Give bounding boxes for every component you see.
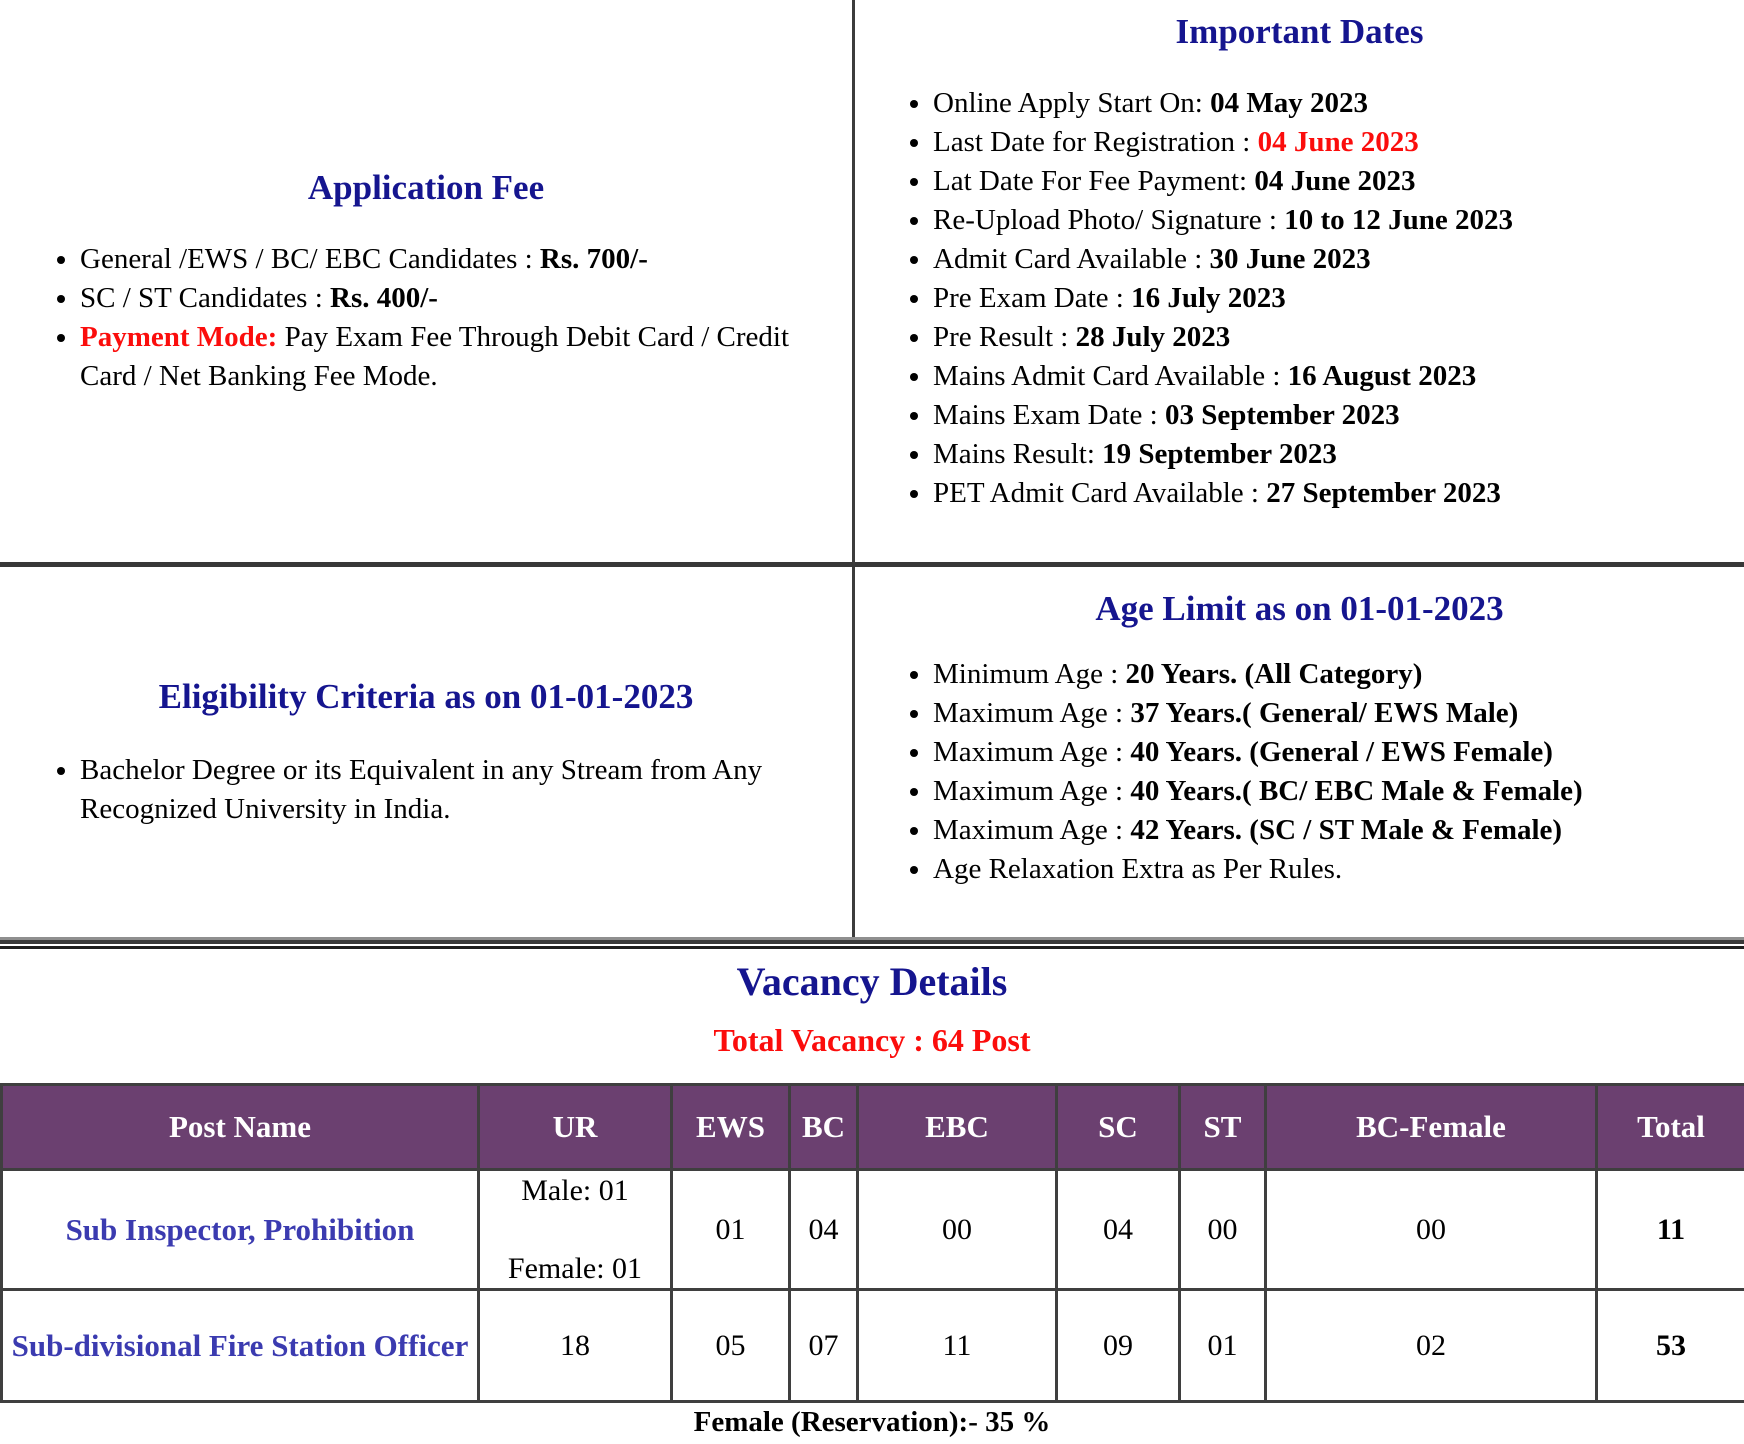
ebc-cell: 00 <box>858 1170 1057 1290</box>
age-value: 37 Years.( General/ EWS Male) <box>1130 697 1519 729</box>
ebc-cell: 11 <box>858 1290 1057 1402</box>
application-fee-list <box>0 240 852 396</box>
list-item <box>933 240 1744 279</box>
ews-cell: 05 <box>672 1290 790 1402</box>
date-value: 03 September 2023 <box>1164 399 1400 431</box>
list-item <box>933 733 1744 772</box>
date-value: 30 June 2023 <box>1209 243 1371 275</box>
vacancy-table <box>0 1083 1744 1403</box>
date-label: Mains Result: <box>933 438 1103 470</box>
female-reservation-note: Female (Reservation):- 35 % <box>693 1406 1051 1438</box>
list-item <box>80 318 852 396</box>
age-label: Maximum Age : <box>933 814 1131 846</box>
important-dates-title: Important Dates <box>1175 12 1424 51</box>
table-row <box>2 1170 1744 1290</box>
age-label: Maximum Age : <box>933 775 1131 807</box>
age-label: Minimum Age : <box>933 658 1126 690</box>
date-value: 10 to 12 June 2023 <box>1284 204 1513 236</box>
list-item <box>933 850 1744 889</box>
section-divider <box>0 937 1744 949</box>
header-total: Total <box>1597 1085 1744 1170</box>
age-value: 42 Years. (SC / ST Male & Female) <box>1130 814 1563 846</box>
st-cell: 01 <box>1180 1290 1266 1402</box>
date-value: 04 June 2023 <box>1254 165 1416 197</box>
date-value: 04 June 2023 <box>1257 126 1419 158</box>
date-label: Lat Date For Fee Payment: <box>933 165 1255 197</box>
age-value: 20 Years. (All Category) <box>1125 658 1423 690</box>
date-value: 28 July 2023 <box>1075 321 1231 353</box>
application-fee-title: Application Fee <box>307 168 545 207</box>
date-label: Admit Card Available : <box>933 243 1210 275</box>
ur-cell <box>479 1170 672 1290</box>
bc-female-cell: 02 <box>1266 1290 1597 1402</box>
post-name-cell: Sub Inspector, Prohibition <box>2 1170 479 1290</box>
list-item <box>933 162 1744 201</box>
ur-male-female <box>480 1173 670 1287</box>
bc-female-cell: 00 <box>1266 1170 1597 1290</box>
fee-label: SC / ST Candidates : <box>80 282 331 314</box>
date-label: Mains Admit Card Available : <box>933 360 1288 392</box>
age-label: Age Relaxation Extra as Per Rules. <box>933 853 1343 885</box>
list-item <box>933 772 1744 811</box>
important-dates-list <box>855 84 1744 513</box>
sc-cell: 09 <box>1057 1290 1180 1402</box>
date-value: 27 September 2023 <box>1266 477 1501 509</box>
payment-mode-label: Payment Mode: <box>80 321 278 353</box>
list-item <box>933 474 1744 513</box>
fee-value: Rs. 400/- <box>330 282 438 314</box>
list-item <box>933 655 1744 694</box>
table-header-row <box>2 1085 1744 1170</box>
ur-cell: 18 <box>479 1290 672 1402</box>
list-item <box>80 240 852 279</box>
header-bc: BC <box>790 1085 858 1170</box>
list-item <box>933 201 1744 240</box>
header-st: ST <box>1180 1085 1266 1170</box>
age-limit-list <box>855 655 1744 889</box>
date-label: Pre Exam Date : <box>933 282 1132 314</box>
table-row <box>2 1290 1744 1402</box>
list-item: • Bachelor Degree or its Equivalent in any Stream from Any Recognized University in India. <box>80 751 852 829</box>
age-value: 40 Years.( BC/ EBC Male & Female) <box>1130 775 1583 807</box>
fee-label: General /EWS / BC/ EBC Candidates : <box>80 243 540 275</box>
date-value: 16 August 2023 <box>1287 360 1477 392</box>
age-limit-title: Age Limit as on 01-01-2023 <box>1095 589 1504 628</box>
bc-cell: 07 <box>790 1290 858 1402</box>
total-cell: 11 <box>1597 1170 1744 1290</box>
age-label: Maximum Age : <box>933 697 1131 729</box>
date-label: Re-Upload Photo/ Signature : <box>933 204 1285 236</box>
header-bc-female: BC-Female <box>1266 1085 1597 1170</box>
ur-male: Male: 01 <box>521 1173 629 1207</box>
header-sc: SC <box>1057 1085 1180 1170</box>
list-item <box>933 694 1744 733</box>
list-item <box>80 279 852 318</box>
application-fee-section <box>0 0 855 567</box>
list-item <box>933 84 1744 123</box>
post-name-cell: Sub-divisional Fire Station Officer <box>2 1290 479 1402</box>
eligibility-list <box>0 751 852 829</box>
header-ews: EWS <box>672 1085 790 1170</box>
ews-cell: 01 <box>672 1170 790 1290</box>
sc-cell: 04 <box>1057 1170 1180 1290</box>
total-cell: 53 <box>1597 1290 1744 1402</box>
age-limit-section <box>855 567 1744 937</box>
list-item <box>933 396 1744 435</box>
vacancy-details-title: Vacancy Details <box>736 959 1008 1004</box>
list-item <box>933 123 1744 162</box>
date-label: Online Apply Start On: <box>933 87 1211 119</box>
list-item <box>933 279 1744 318</box>
date-label: Last Date for Registration : <box>933 126 1258 158</box>
list-item <box>933 318 1744 357</box>
total-vacancy-text: Total Vacancy : 64 Post <box>713 1022 1031 1058</box>
header-post-name: Post Name <box>2 1085 479 1170</box>
age-value: 40 Years. (General / EWS Female) <box>1130 736 1553 768</box>
date-label: PET Admit Card Available : <box>933 477 1267 509</box>
st-cell: 00 <box>1180 1170 1266 1290</box>
list-item <box>933 811 1744 850</box>
ur-female: Female: 01 <box>507 1251 643 1285</box>
eligibility-section <box>0 567 855 937</box>
payment-mode-text: Pay Exam Fee Through Debit Card / Credit Card / Net Banking Fee Mode. <box>80 321 790 392</box>
header-ebc: EBC <box>858 1085 1057 1170</box>
header-ur: UR <box>479 1085 672 1170</box>
list-item <box>933 435 1744 474</box>
date-value: 16 July 2023 <box>1131 282 1286 314</box>
date-label: Mains Exam Date : <box>933 399 1165 431</box>
fee-value: Rs. 700/- <box>539 243 648 275</box>
date-value: 04 May 2023 <box>1210 87 1368 119</box>
bc-cell: 04 <box>790 1170 858 1290</box>
age-label: Maximum Age : <box>933 736 1131 768</box>
list-item <box>933 357 1744 396</box>
date-value: 19 September 2023 <box>1102 438 1337 470</box>
date-label: Pre Result : <box>933 321 1076 353</box>
important-dates-section <box>855 0 1744 567</box>
eligibility-title: Eligibility Criteria as on 01-01-2023 <box>158 677 694 716</box>
